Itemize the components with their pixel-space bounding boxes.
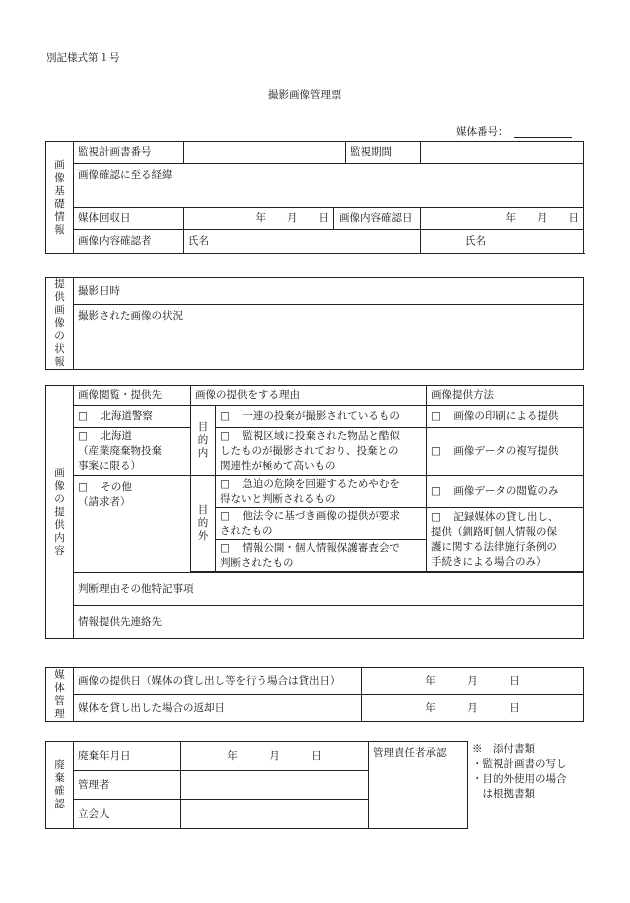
media-number-line xyxy=(514,137,572,138)
checkbox-icon[interactable]: □ xyxy=(431,410,441,422)
provision-side-label: 画 像 の 提 供 内 容 xyxy=(46,386,74,639)
checkbox-icon[interactable]: □ xyxy=(220,430,230,442)
confirmer-name2-field[interactable]: 氏名 xyxy=(421,230,584,254)
attachment-item: ・目的外使用の場合 xyxy=(472,773,567,785)
attachment-item: ・監視計画書の写し xyxy=(472,758,567,770)
confirmer-label: 画像内容確認者 xyxy=(74,230,184,254)
method-4[interactable]: □ 記録媒体の貸し出し、 提供（釧路町個人情報の保 護に関する法律施行条例の 手続きによる場合のみ） xyxy=(427,508,584,572)
attachments-note xyxy=(472,742,567,802)
shooting-datetime-field[interactable]: 撮影日時 xyxy=(74,278,584,305)
monitoring-period-field[interactable] xyxy=(421,142,584,164)
image-status-field[interactable]: 撮影された画像の状況 xyxy=(74,305,584,370)
media-collection-date-label: 媒体回収日 xyxy=(74,208,184,230)
witness-field[interactable] xyxy=(181,800,369,829)
media-side-label: 媒 体 管 理 xyxy=(46,668,74,722)
confirmation-history-field[interactable] xyxy=(74,164,584,208)
checkbox-icon[interactable]: □ xyxy=(78,430,88,442)
basic-side-label: 画 像 基 礎 情 報 xyxy=(46,142,74,254)
reason-2[interactable]: □ 監視区域に投棄された物品と酷似 したものが撮影されており、投棄との 関連性が極めて高いもの xyxy=(216,428,427,476)
witness-label: 立会人 xyxy=(74,800,181,829)
attachments-heading: ※ 添付書類 xyxy=(472,743,535,755)
media-number-label xyxy=(456,124,509,139)
content-check-date-label: 画像内容確認日 xyxy=(334,208,421,230)
manager-label: 管理者 xyxy=(74,771,181,800)
confirmation-history-label: 画像確認に至る経緯 xyxy=(78,169,173,181)
recipient-hokkaido[interactable]: □ 北海道 （産業廃棄物投棄 事案に限る） xyxy=(74,428,191,476)
monitoring-plan-no-label: 監視計画書番号 xyxy=(74,142,184,164)
basic-info-table xyxy=(45,141,584,254)
contact-field[interactable]: 情報提供先連絡先 xyxy=(74,606,584,639)
col-recipient-header: 画像閲覧・提供先 xyxy=(74,386,191,406)
provision-table xyxy=(45,385,584,639)
confirmer-name1-field[interactable]: 氏名 xyxy=(184,230,421,254)
method-1[interactable]: □ 画像の印刷による提供 xyxy=(427,406,584,428)
disposal-date-label: 廃棄年月日 xyxy=(74,742,181,771)
purpose-out-label: 目 的 外 xyxy=(191,476,216,572)
return-date-field[interactable]: 年 月 日 xyxy=(362,695,584,722)
content-check-date-field[interactable]: 年 月 日 xyxy=(421,208,584,230)
recipient-police[interactable]: □ 北海道警察 xyxy=(74,406,191,428)
form-number: 別記様式第１号 xyxy=(46,52,120,64)
method-2[interactable]: □ 画像データの複写提供 xyxy=(427,428,584,476)
image-status-table xyxy=(45,277,584,370)
checkbox-icon[interactable]: □ xyxy=(431,510,441,523)
approval-field[interactable]: 管理責任者承認 xyxy=(369,742,468,829)
purpose-in-label: 目 的 内 xyxy=(191,406,216,476)
reason-3[interactable]: □ 急迫の危険を回避するためやむを 得ないと判断されるもの xyxy=(216,476,427,508)
monitoring-period-label: 監視期間 xyxy=(346,142,421,164)
judgment-field[interactable]: 判断理由その他特記事項 xyxy=(74,573,584,606)
media-mgmt-table xyxy=(45,667,584,722)
monitoring-plan-no-field[interactable] xyxy=(184,142,346,164)
reason-5[interactable]: □ 情報公開・個人情報保護審査会で 判断されたもの xyxy=(216,540,427,572)
checkbox-icon[interactable]: □ xyxy=(220,477,230,490)
method-3[interactable]: □ 画像データの閲覧のみ xyxy=(427,476,584,508)
provision-date-label: 画像の提供日（媒体の貸し出し等を行う場合は貸出日） xyxy=(74,668,362,695)
checkbox-icon[interactable]: □ xyxy=(431,445,441,457)
media-collection-date-field[interactable]: 年 月 日 xyxy=(184,208,334,230)
disposal-table xyxy=(45,741,468,829)
reason-4[interactable]: □ 他法令に基づき画像の提供が要求 されたもの xyxy=(216,508,427,540)
checkbox-icon[interactable]: □ xyxy=(220,509,230,522)
recipient-other[interactable]: □ その他 （請求者） xyxy=(74,476,191,573)
checkbox-icon[interactable]: □ xyxy=(431,485,441,497)
checkbox-icon[interactable]: □ xyxy=(78,410,88,422)
provision-date-field[interactable]: 年 月 日 xyxy=(362,668,584,695)
status-side-label: 提 供 画 像 の 状 報 xyxy=(46,278,74,370)
reason-1[interactable]: □ 一連の投棄が撮影されているもの xyxy=(216,406,427,428)
attachment-item: は根拠書類 xyxy=(472,788,535,800)
manager-field[interactable] xyxy=(181,771,369,800)
col-method-header: 画像提供方法 xyxy=(427,386,584,406)
media-number-text: 媒体番号： xyxy=(456,126,509,138)
checkbox-icon[interactable]: □ xyxy=(78,481,88,493)
checkbox-icon[interactable]: □ xyxy=(220,541,230,554)
disposal-side-label: 廃 棄 確 認 xyxy=(46,742,74,829)
return-date-label: 媒体を貸し出した場合の返却日 xyxy=(74,695,362,722)
col-reason-header: 画像の提供をする理由 xyxy=(191,386,427,406)
checkbox-icon[interactable]: □ xyxy=(220,410,230,422)
disposal-date-field[interactable]: 年 月 日 xyxy=(181,742,369,771)
page-title: 撮影画像管理票 xyxy=(268,89,342,101)
